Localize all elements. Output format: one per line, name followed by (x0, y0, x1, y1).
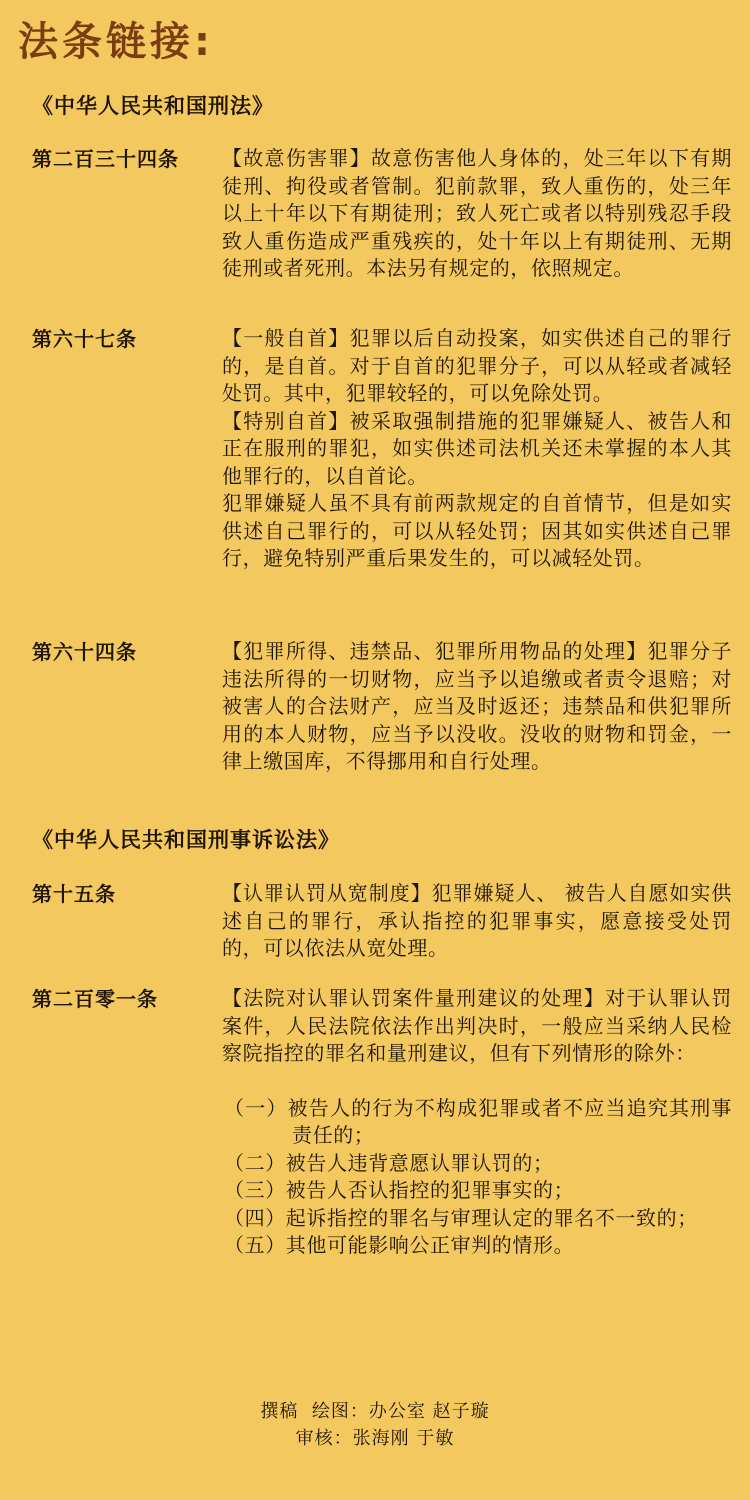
exception-list (222, 1095, 732, 1260)
law-name-criminal-procedure-law: 《中华人民共和国刑事诉讼法》 (32, 828, 340, 852)
list-item: （五）其他可能影响公正审判的情形。 (224, 1233, 575, 1257)
list-item: （四）起诉指控的罪名与审理认定的罪名不一致的； (224, 1205, 698, 1230)
list-item: （一）被告人的行为不构成犯罪或者不应当追究其刑事责任的； (224, 1095, 732, 1147)
article-number: 第十五条 (32, 882, 116, 906)
article-paragraph: 【犯罪所得、违禁品、犯罪所用物品的处理】犯罪分子违法所得的一切财物，应当予以追缴或者责令退赔；对被害人的合法财产，应当及时返还；违禁品和供犯罪所用的本人财物，应当予以没收。没收的财物和罚金，一律上缴国库，不得挪用和自行处理。 (222, 639, 732, 773)
article-paragraph: 【故意伤害罪】故意伤害他人身体的，处三年以下有期徒刑、拘役或者管制。犯前款罪，致人重伤的，处三年以上十年以下有期徒刑；致人死亡或者以特别残忍手段致人重伤造成严重残疾的，处十年以上有期徒刑、无期徒刑或者死刑。本法另有规定的，依照规定。 (222, 146, 732, 280)
article-text (222, 145, 732, 283)
page-title: 法条链接: (18, 19, 214, 65)
article-number: 第二百三十四条 (32, 147, 179, 171)
article-text (222, 325, 732, 573)
article-number: 第六十四条 (32, 640, 137, 664)
article-paragraph: 【认罪认罚从宽制度】犯罪嫌疑人、 被告人自愿如实供述自己的罪行，承认指控的犯罪事实，愿意接受处罚的，可以依法从宽处理。 (222, 881, 732, 960)
article-paragraph: 【法院对认罪认罚案件量刑建议的处理】对于认罪认罚案件，人民法院依法作出判决时，一般应当采纳人民检察院指控的罪名和量刑建议，但有下列情形的除外： (222, 986, 732, 1065)
list-item: （二）被告人违背意愿认罪认罚的； (224, 1150, 554, 1175)
article-number: 第二百零一条 (32, 987, 158, 1011)
article-text (222, 880, 732, 963)
article-paragraph: 犯罪嫌疑人虽不具有前两款规定的自首情节，但是如实供述自己罪行的，可以从轻处罚；因其如实供述自己罪行，避免特别严重后果发生的，可以减轻处罚。 (222, 491, 732, 570)
credits-reviewer-line: 审核：张海刚 于敏 (295, 1428, 455, 1449)
article-text (222, 638, 732, 776)
credits-author-line: 撰稿 绘图：办公室 赵子璇 (260, 1401, 490, 1422)
credits (0, 1398, 750, 1452)
list-item: （三）被告人否认指控的犯罪事实的； (224, 1178, 575, 1202)
article-paragraph: 【特别自首】被采取强制措施的犯罪嫌疑人、被告人和正在服刑的罪犯，如实供述司法机关还未掌握的本人其他罪行的，以自首论。 (222, 408, 732, 488)
article-text (222, 985, 732, 1260)
article-paragraph: 【一般自首】犯罪以后自动投案，如实供述自己的罪行的，是自首。对于自首的犯罪分子，可以从轻或者减轻处罚。其中，犯罪较轻的，可以免除处罚。 (222, 326, 732, 405)
law-name-criminal-law: 《中华人民共和国刑法》 (32, 94, 274, 118)
article-number: 第六十七条 (32, 327, 137, 351)
